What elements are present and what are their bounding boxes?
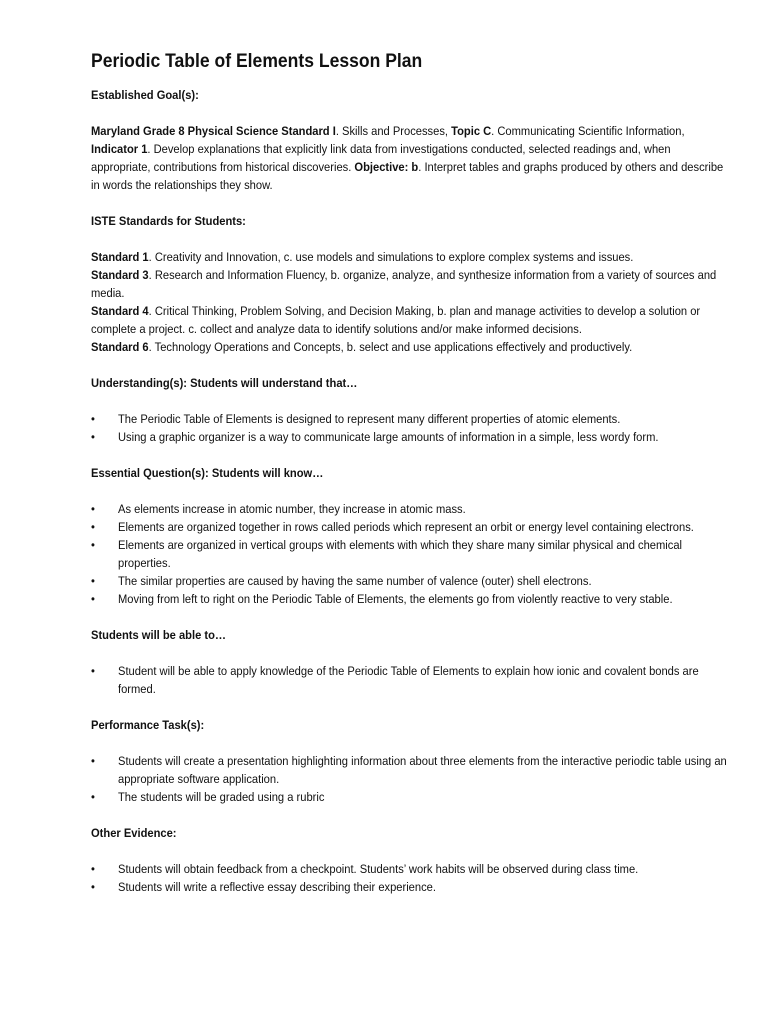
list-item: • As elements increase in atomic number, they increase in atomic mass. (91, 500, 731, 518)
able-list (91, 662, 731, 698)
evidence-list (91, 860, 731, 896)
understandings-heading: Understanding(s): Students will understand that… (91, 376, 358, 390)
goal-text: . Skills and Processes, (335, 124, 452, 138)
list-item: • The similar properties are caused by having the same number of valence (outer) shell electrons. (91, 572, 731, 590)
list-item: • Elements are organized in vertical groups with elements with which they share many similar physical and chemical properties. (91, 536, 731, 572)
iste-standard-1 (91, 248, 731, 266)
page-title: Periodic Table of Elements Lesson Plan (91, 50, 423, 72)
goals-heading: Established Goal(s): (91, 88, 199, 102)
goal-text: . Develop explanations that explicitly link data from investigations conducted, selected readings and, when appropriate, contributions from historical discoveries. (91, 142, 671, 174)
understandings-list (91, 410, 731, 446)
able-heading: Students will be able to… (91, 628, 227, 642)
list-item: • Students will create a presentation highlighting information about three elements from the interactive periodic table using an appropriate software application. (91, 752, 731, 788)
goal-objective-label: Objective: b (354, 160, 419, 174)
list-item: • Students will obtain feedback from a checkpoint. Students’ work habits will be observed during class time. (91, 860, 731, 878)
goals-paragraph (91, 122, 731, 194)
iste-standards (91, 248, 731, 356)
list-item: • Elements are organized together in rows called periods which represent an orbit or energy level containing electrons. (91, 518, 731, 536)
list-item: • Using a graphic organizer is a way to communicate large amounts of information in a simple, less wordy form. (91, 428, 731, 446)
standard-text: . Creativity and Innovation, c. use models and simulations to explore complex systems and issues. (148, 250, 634, 264)
list-item: • Students will write a reflective essay describing their experience. (91, 878, 731, 896)
goal-topic-label: Topic C (451, 124, 492, 138)
iste-standard-6 (91, 338, 731, 356)
performance-heading: Performance Task(s): (91, 718, 205, 732)
standard-label: Standard 1 (91, 250, 149, 264)
standard-text: . Critical Thinking, Problem Solving, and Decision Making, b. plan and manage activities to develop a solution or complete a project. c. collect and analyze data to identify solutions and/or make informed decisions. (91, 304, 701, 336)
list-item: • The students will be graded using a rubric (91, 788, 731, 806)
iste-heading: ISTE Standards for Students: (91, 214, 246, 228)
essential-list (91, 500, 731, 608)
evidence-heading: Other Evidence: (91, 826, 177, 840)
standard-text: . Technology Operations and Concepts, b. select and use applications effectively and productively. (148, 340, 633, 354)
goal-standard-label: Maryland Grade 8 Physical Science Standard I (91, 124, 336, 138)
list-item: • The Periodic Table of Elements is designed to represent many different properties of atomic elements. (91, 410, 731, 428)
lesson-plan-body (91, 48, 731, 896)
iste-standard-4 (91, 302, 731, 338)
essential-heading: Essential Question(s): Students will know… (91, 466, 324, 480)
list-item: • Moving from left to right on the Periodic Table of Elements, the elements go from violently reactive to very stable. (91, 590, 731, 608)
iste-standard-3 (91, 266, 731, 302)
standard-label: Standard 6 (91, 340, 149, 354)
standard-label: Standard 3 (91, 268, 149, 282)
goal-indicator-label: Indicator 1 (91, 142, 148, 156)
goal-text: . Communicating Scientific Information, (491, 124, 685, 138)
goal-text: . Interpret tables and graphs produced by others and describe in words the relationships they show. (91, 160, 724, 192)
list-item: • Student will be able to apply knowledge of the Periodic Table of Elements to explain how ionic and covalent bonds are formed. (91, 662, 731, 698)
standard-text: . Research and Information Fluency, b. organize, analyze, and synthesize information from a variety of sources and media. (91, 268, 717, 300)
standard-label: Standard 4 (91, 304, 149, 318)
performance-list (91, 752, 731, 806)
